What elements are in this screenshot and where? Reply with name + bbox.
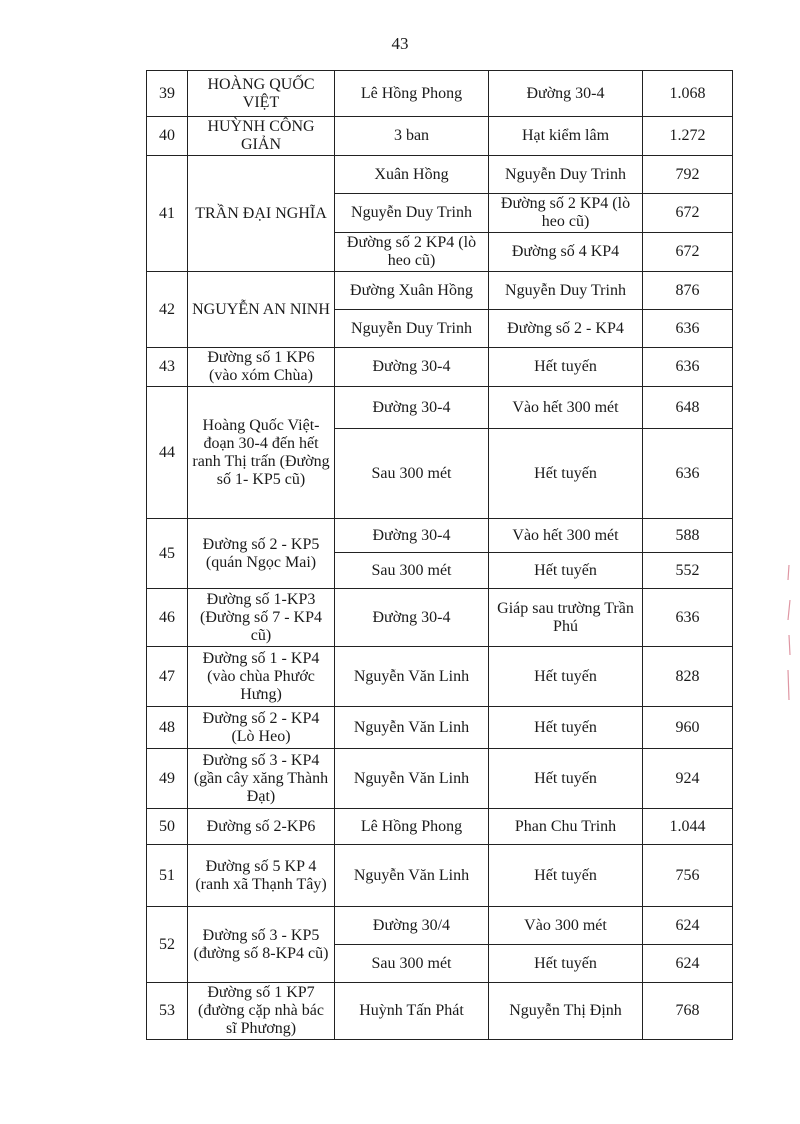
table-row: [147, 272, 733, 310]
street-name-cell: Đường số 3 - KP4 (gần cây xăng Thành Đạt): [188, 749, 335, 809]
price-cell: 636: [643, 348, 733, 387]
segment-to-cell: Hết tuyến: [489, 845, 643, 907]
segment-from-cell: Sau 300 mét: [335, 429, 489, 519]
street-name-cell: Đường số 1-KP3 (Đường số 7 - KP4 cũ): [188, 589, 335, 647]
segment-to-cell: Hạt kiểm lâm: [489, 117, 643, 156]
segment-from-cell: Xuân Hồng: [335, 156, 489, 194]
street-name-cell: TRẦN ĐẠI NGHĨA: [188, 156, 335, 272]
street-name-cell: Đường số 3 - KP5 (đường số 8-KP4 cũ): [188, 907, 335, 983]
table-row: [147, 117, 733, 156]
price-cell: 672: [643, 194, 733, 233]
price-cell: 768: [643, 983, 733, 1040]
segment-from-cell: Đường 30-4: [335, 519, 489, 553]
page-number: 43: [391, 34, 409, 53]
segment-from-cell: Sau 300 mét: [335, 553, 489, 589]
row-number-cell: 40: [147, 117, 188, 156]
table-row: [147, 348, 733, 387]
row-number-cell: 45: [147, 519, 188, 589]
segment-to-cell: Hết tuyến: [489, 707, 643, 749]
segment-to-cell: Nguyễn Duy Trinh: [489, 156, 643, 194]
row-number-cell: 47: [147, 647, 188, 707]
segment-from-cell: Đường 30-4: [335, 387, 489, 429]
table-row: [147, 156, 733, 194]
row-number-cell: 39: [147, 71, 188, 117]
price-cell: 624: [643, 907, 733, 945]
segment-to-cell: Đường số 4 KP4: [489, 233, 643, 272]
segment-to-cell: Vào 300 mét: [489, 907, 643, 945]
table-row: [147, 71, 733, 117]
price-cell: 876: [643, 272, 733, 310]
price-cell: 624: [643, 945, 733, 983]
street-name-cell: Đường số 2 - KP4 (Lò Heo): [188, 707, 335, 749]
segment-to-cell: Hết tuyến: [489, 749, 643, 809]
price-cell: 588: [643, 519, 733, 553]
segment-to-cell: Nguyễn Thị Định: [489, 983, 643, 1040]
row-number-cell: 51: [147, 845, 188, 907]
segment-to-cell: Phan Chu Trinh: [489, 809, 643, 845]
table-row: [147, 707, 733, 749]
street-name-cell: HOÀNG QUỐC VIỆT: [188, 71, 335, 117]
margin-annotation-mark: [782, 560, 796, 710]
table-row: [147, 983, 733, 1040]
table-row: [147, 845, 733, 907]
row-number-cell: 49: [147, 749, 188, 809]
street-name-cell: Đường số 1 - KP4 (vào chùa Phước Hưng): [188, 647, 335, 707]
price-cell: 636: [643, 589, 733, 647]
price-cell: 1.068: [643, 71, 733, 117]
segment-to-cell: Đường 30-4: [489, 71, 643, 117]
segment-to-cell: Đường số 2 KP4 (lò heo cũ): [489, 194, 643, 233]
row-number-cell: 52: [147, 907, 188, 983]
segment-to-cell: Hết tuyến: [489, 348, 643, 387]
table-row: [147, 647, 733, 707]
segment-to-cell: Hết tuyến: [489, 945, 643, 983]
street-name-cell: Đường số 2-KP6: [188, 809, 335, 845]
price-cell: 672: [643, 233, 733, 272]
segment-from-cell: Đường Xuân Hồng: [335, 272, 489, 310]
row-number-cell: 41: [147, 156, 188, 272]
segment-from-cell: Đường 30/4: [335, 907, 489, 945]
table-row: [147, 519, 733, 553]
segment-from-cell: Lê Hồng Phong: [335, 809, 489, 845]
row-number-cell: 46: [147, 589, 188, 647]
segment-to-cell: Giáp sau trường Trần Phú: [489, 589, 643, 647]
street-name-cell: HUỲNH CÔNG GIẢN: [188, 117, 335, 156]
segment-to-cell: Hết tuyến: [489, 553, 643, 589]
price-cell: 960: [643, 707, 733, 749]
segment-to-cell: Hết tuyến: [489, 429, 643, 519]
street-name-cell: Đường số 5 KP 4 (ranh xã Thạnh Tây): [188, 845, 335, 907]
segment-from-cell: Huỳnh Tấn Phát: [335, 983, 489, 1040]
row-number-cell: 42: [147, 272, 188, 348]
row-number-cell: 48: [147, 707, 188, 749]
segment-to-cell: Đường số 2 - KP4: [489, 310, 643, 348]
segment-from-cell: Sau 300 mét: [335, 945, 489, 983]
price-cell: 756: [643, 845, 733, 907]
segment-to-cell: Hết tuyến: [489, 647, 643, 707]
land-price-table: [146, 70, 733, 1040]
segment-from-cell: Đường số 2 KP4 (lò heo cũ): [335, 233, 489, 272]
segment-from-cell: 3 ban: [335, 117, 489, 156]
segment-from-cell: Nguyễn Văn Linh: [335, 845, 489, 907]
row-number-cell: 50: [147, 809, 188, 845]
price-cell: 924: [643, 749, 733, 809]
price-cell: 792: [643, 156, 733, 194]
price-cell: 648: [643, 387, 733, 429]
segment-from-cell: Nguyễn Duy Trinh: [335, 194, 489, 233]
table-row: [147, 749, 733, 809]
table-row: [147, 809, 733, 845]
price-cell: 552: [643, 553, 733, 589]
segment-from-cell: Nguyễn Văn Linh: [335, 707, 489, 749]
segment-from-cell: Nguyễn Văn Linh: [335, 749, 489, 809]
price-cell: 636: [643, 429, 733, 519]
segment-from-cell: Nguyễn Duy Trinh: [335, 310, 489, 348]
row-number-cell: 44: [147, 387, 188, 519]
street-name-cell: Đường số 1 KP7 (đường cặp nhà bác sĩ Phương): [188, 983, 335, 1040]
street-name-cell: Đường số 2 - KP5 (quán Ngọc Mai): [188, 519, 335, 589]
street-name-cell: Hoàng Quốc Việt- đoạn 30-4 đến hết ranh Thị trấn (Đường số 1- KP5 cũ): [188, 387, 335, 519]
segment-from-cell: Lê Hồng Phong: [335, 71, 489, 117]
table-row: [147, 907, 733, 945]
segment-to-cell: Vào hết 300 mét: [489, 387, 643, 429]
segment-to-cell: Vào hết 300 mét: [489, 519, 643, 553]
row-number-cell: 43: [147, 348, 188, 387]
segment-to-cell: Nguyễn Duy Trinh: [489, 272, 643, 310]
price-cell: 1.272: [643, 117, 733, 156]
table-row: [147, 589, 733, 647]
table-row: [147, 387, 733, 429]
row-number-cell: 53: [147, 983, 188, 1040]
price-cell: 828: [643, 647, 733, 707]
segment-from-cell: Đường 30-4: [335, 348, 489, 387]
price-cell: 1.044: [643, 809, 733, 845]
segment-from-cell: Đường 30-4: [335, 589, 489, 647]
street-name-cell: NGUYỄN AN NINH: [188, 272, 335, 348]
segment-from-cell: Nguyễn Văn Linh: [335, 647, 489, 707]
street-name-cell: Đường số 1 KP6 (vào xóm Chùa): [188, 348, 335, 387]
price-cell: 636: [643, 310, 733, 348]
